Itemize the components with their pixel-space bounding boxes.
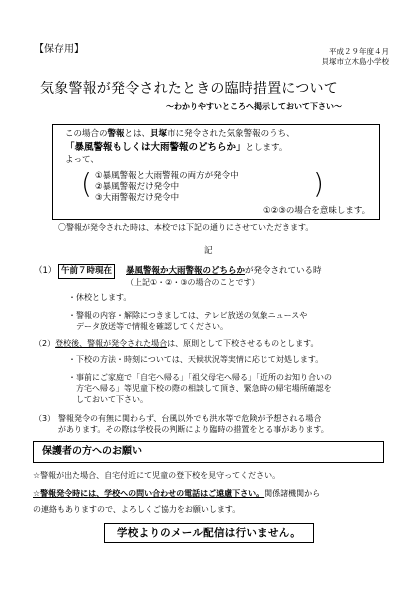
section-2-bullet-1: ・下校の方法・時刻については、天候状況等実情に応じて対処します。	[68, 355, 324, 364]
definition-footer: ①②③の場合を意味します。	[263, 206, 371, 216]
header-school: 貝塚市立木島小学校	[321, 57, 389, 66]
guardian-heading-box	[33, 441, 384, 463]
section-3-line-2: があります。その際は学校長の判断により臨時の措置をとる事があります。	[58, 425, 329, 434]
section-2-bullet-2: ・事前にご家庭で「自宅へ帰る」「祖父母宅へ帰る」「近所のお知り合いの	[68, 373, 332, 382]
page-title: 気象警報が発令されたときの臨時措置について	[40, 81, 338, 97]
guardian-line-1: ☆警報が出た場合、自宅付近にて児童の登下校を見守ってください。	[33, 471, 281, 480]
notice-line: 〇警報が発令された時は、本校では下記の通りにさせていただきます。	[58, 223, 314, 232]
section-1-condition: 暴風警報か大雨警報のどちらかが発令されている時	[126, 266, 322, 276]
left-bracket: (	[81, 167, 92, 200]
section-2-bullet-2c: しておいて下さい。	[68, 395, 148, 404]
section-1-bullet-2b: データ放送等で情報を確認してください。	[68, 322, 228, 331]
section-1-number: （1）	[34, 266, 57, 276]
case-item-3: ③大雨警報だけ発令中	[95, 193, 180, 203]
ki-heading: 記	[204, 246, 213, 256]
section-3-line-1: 警報発令の有無に関わらず、台風以外でも洪水等で危険が予想される場合	[58, 414, 322, 423]
storage-tag: 【保存用】	[34, 44, 84, 55]
right-bracket: )	[313, 167, 324, 200]
section-2-bullet-2b: 方宅へ帰る」等児童下校の際の相談して頂き、緊急時の帰宅場所確認を	[68, 384, 332, 393]
mail-banner-box	[104, 523, 314, 543]
definition-line-1: この場合の警報とは、貝塚市に発令された気象警報のうち、	[65, 129, 295, 139]
time-label-box: 午前７時現在	[58, 264, 115, 279]
section-1-bullet-2: ・警報の内容・解除につきましては、テレビ放送の気象ニュースや	[68, 311, 308, 320]
case-item-1: ①暴風警報と大雨警報の両方が発令中	[95, 171, 239, 181]
section-3-number: （3）	[34, 414, 56, 423]
section-1-sub: （上記①・②・③の場合のことです）	[126, 278, 260, 287]
guardian-heading: 保護者の方へのお願い	[42, 446, 142, 457]
guardian-line-2: ☆警報発令時には、学校への問い合わせの電話はご遠慮下さい。関係諸機関から	[33, 489, 321, 498]
case-item-2: ②暴風警報だけ発令中	[95, 182, 180, 192]
definition-line-2: 「暴風警報もしくは大雨警報のどちらか」とします。	[65, 142, 288, 153]
guardian-line-3: の連絡もありますので、よろしくご協力をお願いします。	[33, 505, 241, 514]
mail-banner-text: 学校よりのメール配信は行いません。	[116, 527, 302, 539]
definition-box	[52, 124, 380, 220]
page-subtitle: 〜わかりやすいところへ掲示しておいて下さい〜	[166, 102, 342, 111]
section-2-lead: （2）登校後、警報が発令された場合は、原則として下校させるものとします。	[34, 339, 319, 348]
header-date: 平成２９年度４月	[329, 47, 389, 56]
definition-line-3: よって、	[65, 155, 99, 165]
section-1-bullet-1: ・休校とします。	[68, 293, 132, 302]
